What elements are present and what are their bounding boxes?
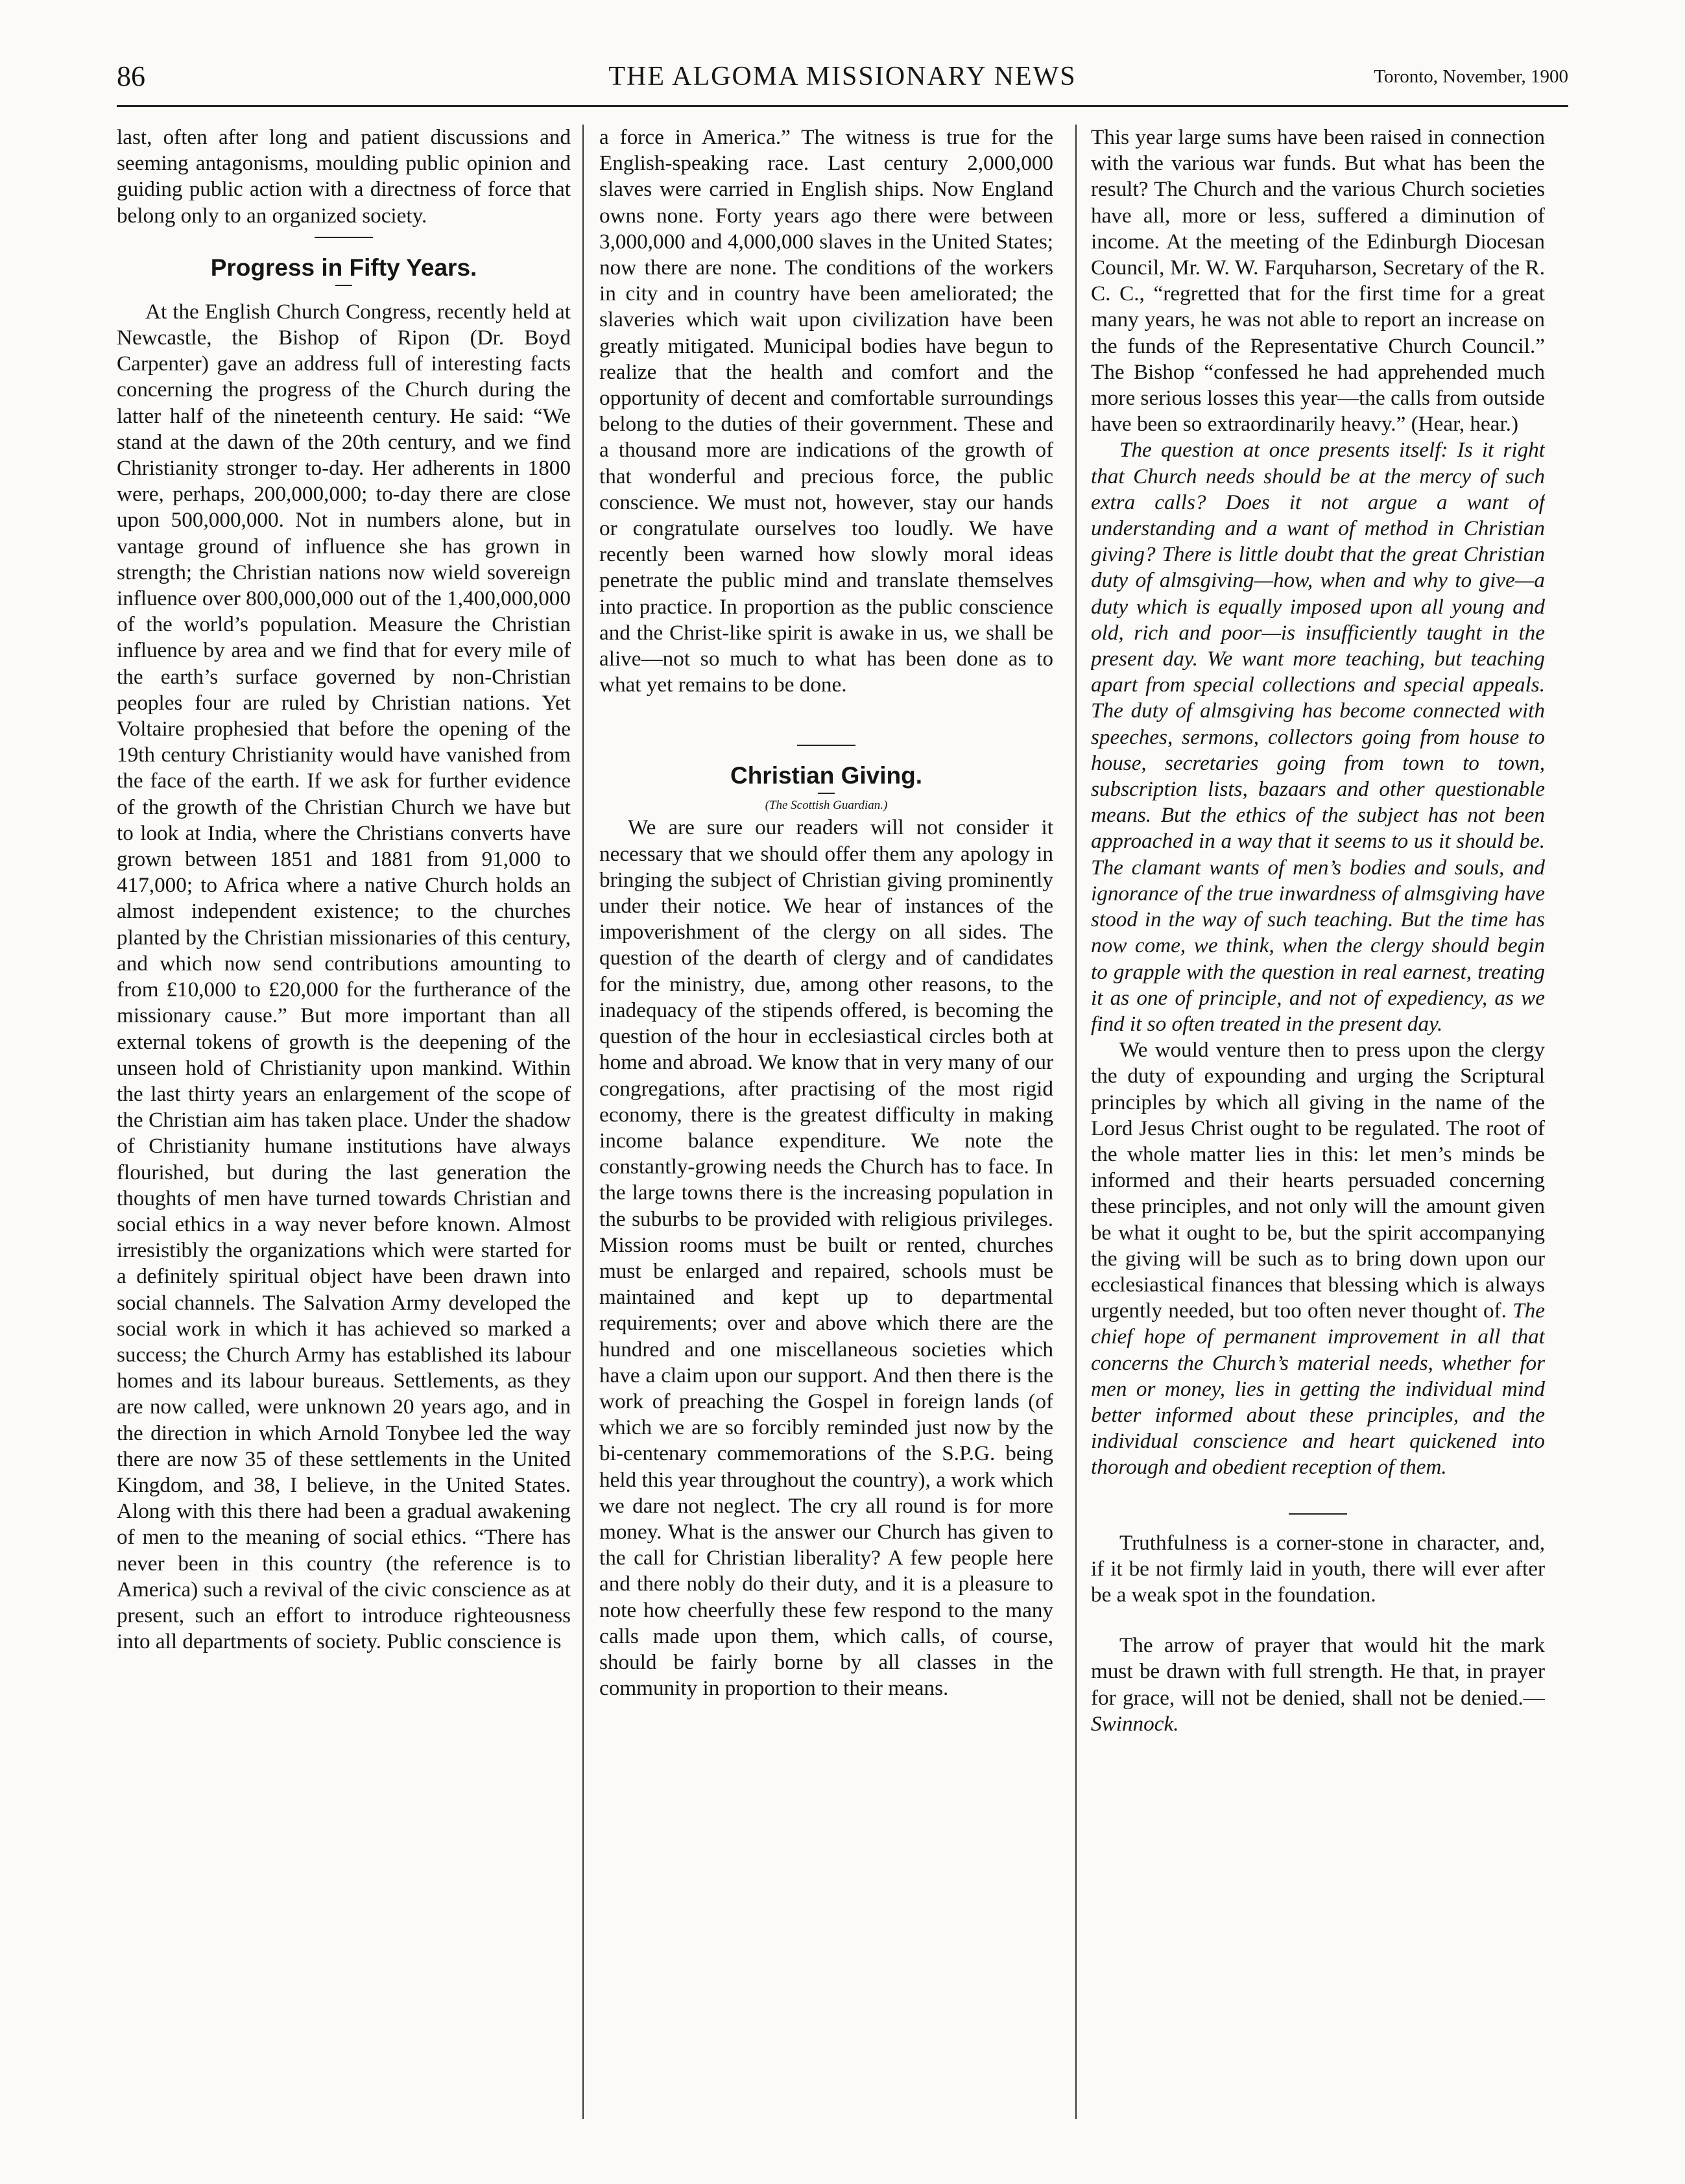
article-paragraph: We are sure our readers will not consider it necessary that we should offer them any apology in bringing the subject of Christian giving prominently under their notice. We hear of instances of the impoverishment of the clergy on all sides. The question of the dearth of clergy and of candidates for the ministry, due, among other reasons, to the inadequacy of the stipends offered, is becoming the question of the hour in ecclesiastical circles both at home and abroad. We know that in very many of our congregations, after practising of the most rigid economy, there is the greatest difficulty in making income balance expenditure. We note the constantly-growing needs the Church has to face. In the large towns there is the increasing population in the suburbs to be provided with religious privileges. Mission rooms must be built or rented, churches must be enlarged and repaired, schools must be maintained and kept up to departmental requirements; over and above which there are the hundred and one miscellaneous societies which have a claim upon our support. And then there is the work of preaching the Gospel in foreign lands (of which we are so forcibly reminded just now by the bi-centenary commemorations of the S.P.G. being held this year throughout the country), a work which we dare not neglect. The cry all round is for more money. What is the answer our Church has given to the call for Christian liberality? A few people here and there nobly do their duty, and it is a pleasure to note how cheerfully these few respond to the many calls made upon them, which calls, of course, should be fairly borne by all classes in the community in proportion to their means. bbox=[599, 815, 1053, 1701]
continued-text: a force in America.” The witness is true for the English-speaking race. Last century 2,000,000 slaves were carried in English ships. Now England owns none. Forty years ago there were between 3,000,000 and 4,000,000 slaves in the United States; now there are none. The conditions of the workers in city and in country have been ameliorated; the slaveries which wait upon civilization have been greatly mitigated. Municipal bodies have begun to realize that the health and comfort and the opportunity of decent and comfortable surroundings belong to the duties of their government. These and a thousand more are indications of the growth of that wonderful and precious force, the public conscience. We must not, however, stay our hands or congratulate ourselves too loudly. We have recently been warned how slowly moral ideas penetrate the public mind and translate themselves into practice. In proportion as the public conscience and the Christ-like spirit is awake in us, we shall be alive—not so much to what has been done as to what yet remains to be done. bbox=[599, 125, 1053, 697]
section-separator bbox=[1091, 1506, 1545, 1520]
maxim-text: The arrow of prayer that would hit the mark must be drawn with full strength. He that, in prayer for grace, will not be denied, shall not be denied.— bbox=[1091, 1633, 1545, 1710]
dateline: Toronto, November, 1900 bbox=[1374, 66, 1568, 87]
column-left bbox=[117, 125, 571, 2122]
article-heading-giving: Christian Giving. bbox=[730, 762, 923, 789]
heading-dash bbox=[117, 282, 571, 289]
column-middle bbox=[599, 125, 1053, 2122]
section-separator bbox=[117, 229, 571, 243]
page-number: 86 bbox=[117, 60, 145, 92]
article-paragraph: At the English Church Congress, recently held at Newcastle, the Bishop of Ripon (Dr. Boyd Carpenter) gave an address full of interesting facts concerning the progress of the Church during the latter half of the nineteenth century. He said: “We stand at the dawn of the 20th century, and we find Christianity stronger to-day. Her adherents in 1800 were, perhaps, 200,000,000; to-day there are close upon 500,000,000. Not in numbers alone, but in vantage ground of influence she has grown in strength; the Christian nations now wield sovereign influence over 800,000,000 out of the 1,400,000,000 of the world’s population. Measure the Christian influence by area and we find that for every mile of the earth’s surface governed by non-Christian peoples four are ruled by Christian nations. Yet Voltaire prophesied that before the opening of the 19th century Christianity would have vanished from the face of the earth. If we ask for further evidence of the growth of the Christian Church we have but to look at India, where the Christians converts have grown between 1851 and 1881 from 91,000 to 417,000; to Africa where a native Church holds an almost independent existence; to the churches planted by the Christian missionaries of this century, and which now send contributions amounting to from £10,000 to £20,000 for the furtherance of the missionary cause.” But more important than all external tokens of growth is the deepening of the unseen hold of Christianity upon mankind. Within the last thirty years an enlargement of the scope of the Christian aim has taken place. Under the shadow of Christianity humane institutions have always flourished, but during the last generation the thoughts of men have turned towards Christian and social ethics in a way never before known. Almost irresistibly the organizations which were started for a definitely spiritual object have been drawn into social channels. The Salvation Army developed the social work in which it has achieved so marked a success; the Church Army has established its labour homes and its labour bureaus. Settlements, as they are now called, were unknown 20 years ago, and in the direction in which Arnold Tonybee led the way there are now 35 of these settlements in the United Kingdom, and 38, I believe, in the United States. Along with this there had been a gradual awakening of men to the meaning of social ethics. “There has never been in this country (the reference is to America) such a revival of the civic conscience as at present, such an effort to introduce righteousness into all departments of society. Public conscience is bbox=[117, 299, 571, 1654]
masthead-title: THE ALGOMA MISSIONARY NEWS bbox=[608, 62, 1077, 91]
maxim-attribution: Swinnock. bbox=[1091, 1711, 1179, 1736]
section-separator bbox=[599, 737, 1053, 751]
paragraph-italic-text: The chief hope of permanent improvement in all that concerns the Church’s material needs, whether for men or money, lies in getting the individual mind better informed about these principles, and the individual conscience and heart quickened into thorough and obedient reception of them. bbox=[1091, 1299, 1545, 1480]
article-paragraph-italic: The question at once presents itself: Is it right that Church needs should be at the mercy of such extra calls? Does it not argue a want of understanding and a want of method in Christian giving? There is little doubt that the great Christian duty of almsgiving—how, when and why to give—a duty which is equally imposed upon all young and old, rich and poor—is insufficiently taught in the present day. We want more teaching, but teaching apart from special collections and special appeals. The duty of almsgiving has become connected with speeches, sermons, collectors going from house to house, secretaries going from town to town, subscription lists, bazaars and other questionable means. But the ethics of the subject has not been approached in a way that it seems to us it should be. The clamant wants of men’s bodies and souls, and ignorance of the true inwardness of almsgiving have stood in the way of such teaching. But the time has now come, we think, when the clergy should begin to grapple with the question in real earnest, treating it as one of principle, and not of expediency, as we find it so often treated in the present day. bbox=[1091, 438, 1545, 1036]
article-heading-progress: Progress in Fifty Years. bbox=[210, 254, 477, 281]
article-columns bbox=[117, 125, 1568, 2122]
article-paragraph: This year large sums have been raised in connection with the various war funds. But what has been the result? The Church and the various Church societies have all, more or less, suffered a diminution of income. At the meeting of the Edinburgh Diocesan Council, Mr. W. W. Farquharson, Secretary of the R. C. C., “regretted that for the first time for a great many years, he was not able to report an increase on the funds of the Representative Church Council.” The Bishop “confessed he had apprehended much more serious losses this year—the calls from outside have been so extraordinarily heavy.” (Hear, hear.) bbox=[1091, 125, 1545, 437]
maxim-arrow-of-prayer bbox=[1091, 1633, 1545, 1737]
column-rule bbox=[582, 125, 584, 2119]
maxim-truthfulness: Truthfulness is a corner-stone in character, and, if it be not firmly laid in youth, there will ever after be a weak spot in the foundation. bbox=[1091, 1530, 1545, 1607]
article-paragraph bbox=[1091, 1037, 1545, 1480]
heading-dash bbox=[599, 790, 1053, 797]
article-source: (The Scottish Guardian.) bbox=[765, 798, 888, 813]
continued-text: last, often after long and patient discussions and seeming antagonisms, moulding public opinion and guiding public action with a directness of force that belong only to an organized society. bbox=[117, 125, 571, 228]
column-right bbox=[1091, 125, 1545, 2122]
column-rule bbox=[1075, 125, 1077, 2119]
page-header bbox=[117, 60, 1568, 107]
paragraph-roman-text: We would venture then to press upon the clergy the duty of expounding and urging the Scriptural principles by which all giving in the name of the Lord Jesus Christ ought to be regulated. The root of the whole matter lies in this: let men’s minds be informed and their hearts persuaded concerning these principles, and not only will the amount given be what it ought to be, but the spirit accompanying the giving will be such as to bring down upon our ecclesiastical finances that blessing which is always urgently needed, but too often never thought of. bbox=[1091, 1038, 1545, 1323]
